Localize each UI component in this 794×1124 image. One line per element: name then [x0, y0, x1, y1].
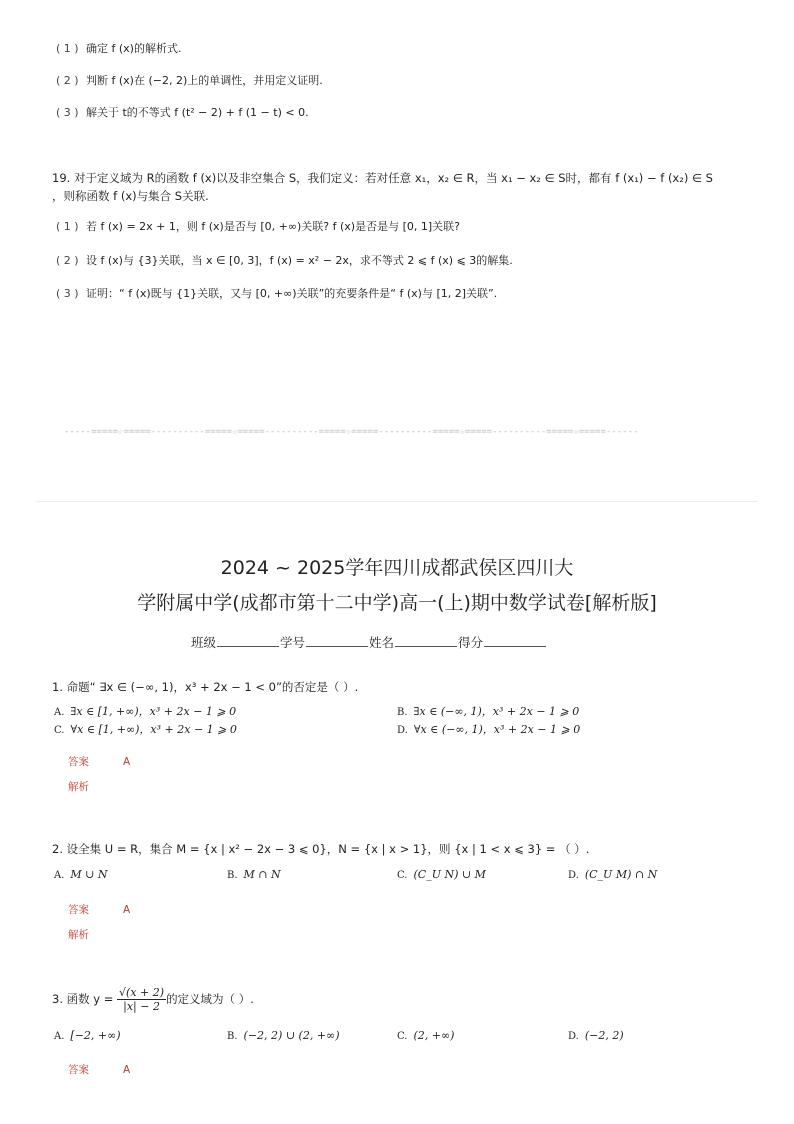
q2-option-a[interactable]	[54, 868, 108, 881]
item-text: 若 f (x) = 2x + 1，则 f (x)是否与 [0, +∞)关联? f (x)是否是与 [0, 1]关联?	[86, 220, 460, 233]
fraction-numerator: √(x + 2)	[119, 986, 165, 999]
q1-answer	[68, 754, 130, 769]
option-text: (−2, 2) ∪ (2, +∞)	[243, 1029, 340, 1042]
option-label: A.	[54, 1031, 65, 1042]
q2-option-c[interactable]	[397, 868, 486, 881]
item-number: ( 1 )	[56, 42, 79, 55]
name-label: 姓名	[369, 635, 395, 650]
q3-option-b[interactable]	[227, 1029, 340, 1042]
part1-item-1	[56, 40, 181, 56]
option-label: D.	[397, 725, 408, 736]
q2-stem: 2. 设全集 U = R，集合 M = {x | x² − 2x − 3 ⩽ 0}，N = {x | x > 1}，则 {x | 1 < x ⩽ 3} = （ ）.	[52, 842, 590, 856]
option-label: B.	[227, 870, 238, 881]
answer-value: A	[123, 904, 131, 916]
option-text: M ∪ N	[70, 868, 108, 881]
option-text: ∀x ∈ (−∞, 1)，x³ + 2x − 1 ⩾ 0	[413, 723, 581, 736]
q19-stem-line2: ，则称函数 f (x)与集合 S关联.	[52, 189, 209, 203]
option-label: C.	[397, 870, 408, 881]
q1-option-a[interactable]	[54, 703, 236, 719]
option-text: ∃x ∈ (−∞, 1)，x³ + 2x − 1 ⩾ 0	[413, 705, 580, 718]
item-number: ( 3 )	[56, 106, 79, 119]
option-text: (C_U M) ∩ N	[584, 868, 658, 881]
option-text: M ∩ N	[243, 868, 281, 881]
q2-answer	[68, 902, 130, 917]
exam-title-line1: 2024 ~ 2025学年四川成都武侯区四川大	[220, 557, 574, 579]
q19-sub-2	[56, 252, 513, 268]
q3-option-d[interactable]	[568, 1029, 624, 1042]
part1-item-3	[56, 104, 309, 120]
option-text: ∀x ∈ [1, +∞)，x³ + 2x − 1 ⩾ 0	[70, 723, 237, 736]
q3-stem-prefix: 3. 函数 y =	[52, 992, 114, 1006]
id-label: 学号	[280, 635, 306, 650]
answer-label: 答案	[68, 756, 89, 768]
q19-stem-line1: 19. 对于定义域为 R的函数 f (x)以及非空集合 S，我们定义：若对任意 x₁，x₂ ∈ R，当 x₁ − x₂ ∈ S时，都有 f (x₁) − f (x₂) ∈ S	[52, 171, 713, 185]
page-separator	[36, 501, 758, 502]
id-blank	[306, 634, 368, 647]
q1-stem: 1. 命题“ ∃x ∈ (−∞, 1)，x³ + 2x − 1 < 0”的否定是（ ）.	[52, 680, 359, 694]
class-label: 班级	[191, 635, 217, 650]
score-blank	[484, 634, 546, 647]
q3-stem	[52, 986, 254, 1013]
q19-sub-3	[56, 285, 497, 301]
q1-option-b[interactable]	[397, 703, 579, 719]
option-label: A.	[54, 870, 65, 881]
option-text: (−2, 2)	[584, 1029, 624, 1042]
part1-item-2	[56, 72, 323, 88]
option-text: (C_U N) ∪ M	[413, 868, 486, 881]
name-blank	[395, 634, 457, 647]
section-divider: -----=====☆=====----------=====☆=====----------=====☆=====----------=====☆=====----------=====☆=====------	[64, 427, 639, 437]
option-text: ∃x ∈ [1, +∞)，x³ + 2x − 1 ⩾ 0	[70, 705, 237, 718]
item-text: 设 f (x)与 {3}关联，当 x ∈ [0, 3]，f (x) = x² − 2x，求不等式 2 ⩽ f (x) ⩽ 3的解集.	[86, 254, 513, 267]
item-number: ( 2 )	[56, 254, 79, 267]
q3-fraction	[117, 986, 166, 1013]
q2-option-d[interactable]	[568, 868, 657, 881]
fraction-denominator: |x| − 2	[123, 1000, 160, 1013]
score-label: 得分	[458, 635, 484, 650]
option-label: D.	[568, 1031, 579, 1042]
item-text: 判断 f (x)在 (−2, 2)上的单调性，并用定义证明.	[86, 74, 323, 87]
q3-option-a[interactable]	[54, 1029, 121, 1042]
item-number: ( 1 )	[56, 220, 79, 233]
q19-sub-1	[56, 218, 460, 234]
q3-answer	[68, 1062, 130, 1077]
exam-title-line2: 学附属中学(成都市第十二中学)高一(上)期中数学试卷[解析版]	[137, 592, 657, 614]
item-text: 确定 f (x)的解析式.	[86, 42, 182, 55]
q3-option-c[interactable]	[397, 1029, 454, 1042]
q3-stem-suffix: 的定义域为（ ）.	[166, 992, 254, 1006]
option-label: D.	[568, 870, 579, 881]
q1-option-c[interactable]	[54, 721, 237, 737]
item-number: ( 3 )	[56, 287, 79, 300]
answer-value: A	[123, 756, 131, 768]
option-label: A.	[54, 707, 65, 718]
student-info-row	[191, 633, 547, 651]
item-text: 解关于 t的不等式 f (t² − 2) + f (1 − t) < 0.	[86, 106, 309, 119]
q2-option-b[interactable]	[227, 868, 281, 881]
option-label: C.	[397, 1031, 408, 1042]
answer-label: 答案	[68, 1064, 89, 1076]
item-text: 证明：“ f (x)既与 {1}关联，又与 [0, +∞)关联”的充要条件是“ f (x)与 [1, 2]关联”.	[86, 287, 498, 300]
option-label: B.	[227, 1031, 238, 1042]
option-label: B.	[397, 707, 408, 718]
answer-value: A	[123, 1064, 131, 1076]
answer-label: 答案	[68, 904, 89, 916]
option-label: C.	[54, 725, 65, 736]
option-text: [−2, +∞)	[70, 1029, 121, 1042]
option-text: (2, +∞)	[413, 1029, 455, 1042]
item-number: ( 2 )	[56, 74, 79, 87]
q1-analysis-link[interactable]: 解析	[68, 781, 89, 793]
q1-option-d[interactable]	[397, 721, 580, 737]
q2-analysis-link[interactable]: 解析	[68, 929, 89, 941]
class-blank	[217, 634, 279, 647]
